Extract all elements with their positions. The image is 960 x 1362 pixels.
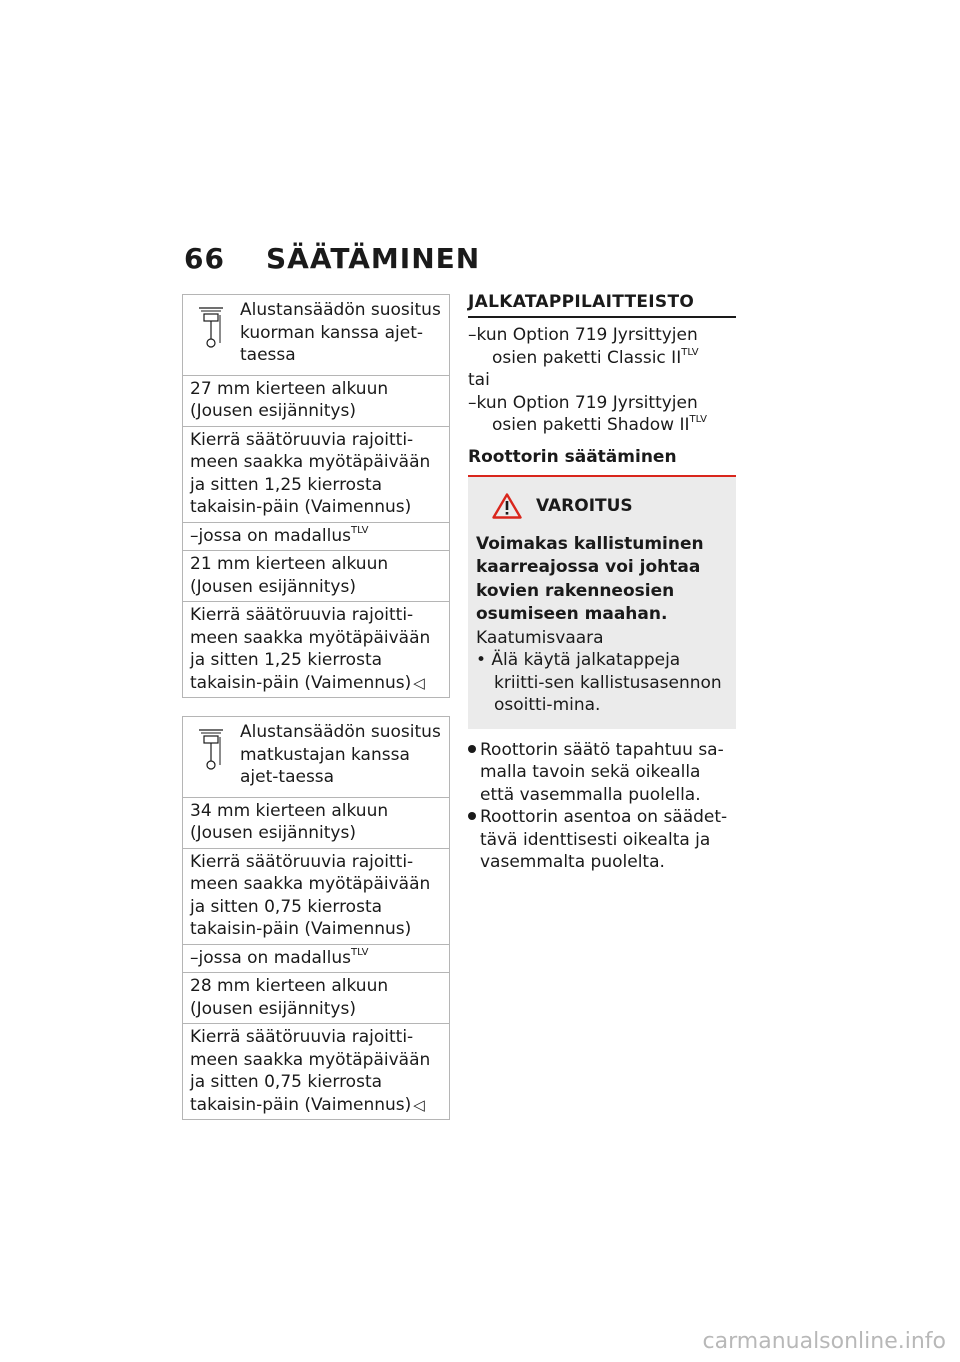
subsection-title: Roottorin säätäminen: [468, 447, 736, 477]
tlv-sup: TLV: [689, 414, 707, 425]
or-text: tai: [468, 370, 490, 390]
shock-absorber-icon: [196, 727, 226, 771]
list-item: Roottorin säätö tapahtuu sa-malla tavoin sekä oikealla että vasemmalla puolella.: [468, 739, 736, 807]
end-mark: ◁: [413, 673, 425, 692]
table-row-last: Kierrä säätöruuvia rajoitti-meen saakka myötäpäivään ja sitten 0,75 kierrosta takaisin-päin (Vaimennus) ◁: [183, 1023, 449, 1119]
table-row-lowering: –jossa on madallus$^{TLV}$: [183, 522, 449, 551]
suspension-table-load: [182, 294, 450, 698]
end-mark: ◁: [413, 1095, 425, 1114]
page-number: 66: [184, 242, 225, 275]
table-row: 28 mm kierteen alkuun (Jousen esijännitys): [183, 972, 449, 1023]
tlv-sup: TLV: [681, 346, 699, 358]
table-head: [183, 295, 449, 375]
tlv-sup: TLV: [351, 524, 369, 536]
option-shadow: –kun Option 719 Jyrsittyjen osien paketti Shadow $II^{TLV}$: [468, 392, 707, 435]
table-head: [183, 717, 449, 797]
table-head-text: Alustansäädön suositus matkustajan kanssa ajet-taessa: [240, 722, 441, 787]
option-classic: –kun Option 719 Jyrsittyjen osien paketti Classic $II^{TLV}$: [468, 325, 699, 368]
left-column: [182, 294, 450, 1138]
list-item: Roottorin asentoa on säädet-tävä identtisesti oikealta ja vasemmalta puolelta.: [468, 806, 736, 874]
warning-triangle-icon: [492, 493, 522, 519]
table-row: Kierrä säätöruuvia rajoitti-meen saakka myötäpäivään ja sitten 0,75 kierrosta takaisin-päin (Vaimennus): [183, 848, 449, 944]
chapter-title: SÄÄTÄMINEN: [266, 242, 481, 275]
warning-risk: Kaatumisvaara: [476, 627, 604, 648]
warning-header: [492, 493, 726, 519]
warning-box: [468, 477, 736, 729]
table-row: Kierrä säätöruuvia rajoitti-meen saakka myötäpäivään ja sitten 1,25 kierrosta takaisin-päin (Vaimennus): [183, 426, 449, 522]
bullet-icon: [468, 745, 476, 753]
shock-absorber-icon: [196, 305, 226, 349]
table-row: 34 mm kierteen alkuun (Jousen esijännitys): [183, 797, 449, 848]
warning-statement: Voimakas kallistuminen kaarreajossa voi johtaa kovien rakenneosien osumiseen maahan.: [476, 533, 704, 624]
section-title: JALKATAPPILAITTEISTO: [468, 292, 736, 318]
table-row-last: Kierrä säätöruuvia rajoitti-meen saakka myötäpäivään ja sitten 1,25 kierrosta takaisin-päin (Vaimennus) ◁: [183, 601, 449, 697]
page-header: [184, 242, 480, 275]
table-row: 21 mm kierteen alkuun (Jousen esijännitys): [183, 550, 449, 601]
table-row-lowering: –jossa on madallus$^{TLV}$: [183, 944, 449, 973]
instruction-list: [468, 739, 736, 874]
tlv-sup: TLV: [351, 946, 369, 958]
warning-instruction: • Älä käytä jalkatappeja kriitti-sen kallistusasennon osoitti-mina.: [476, 650, 722, 715]
right-column: [468, 292, 736, 874]
warning-label: VAROITUS: [536, 495, 633, 516]
suspension-table-passenger: [182, 716, 450, 1120]
table-row: 27 mm kierteen alkuun (Jousen esijännitys): [183, 375, 449, 426]
table-head-text: Alustansäädön suositus kuorman kanssa ajet-taessa: [240, 300, 441, 365]
bullet-icon: [468, 812, 476, 820]
watermark: carmanualsonline.info: [702, 1329, 946, 1354]
